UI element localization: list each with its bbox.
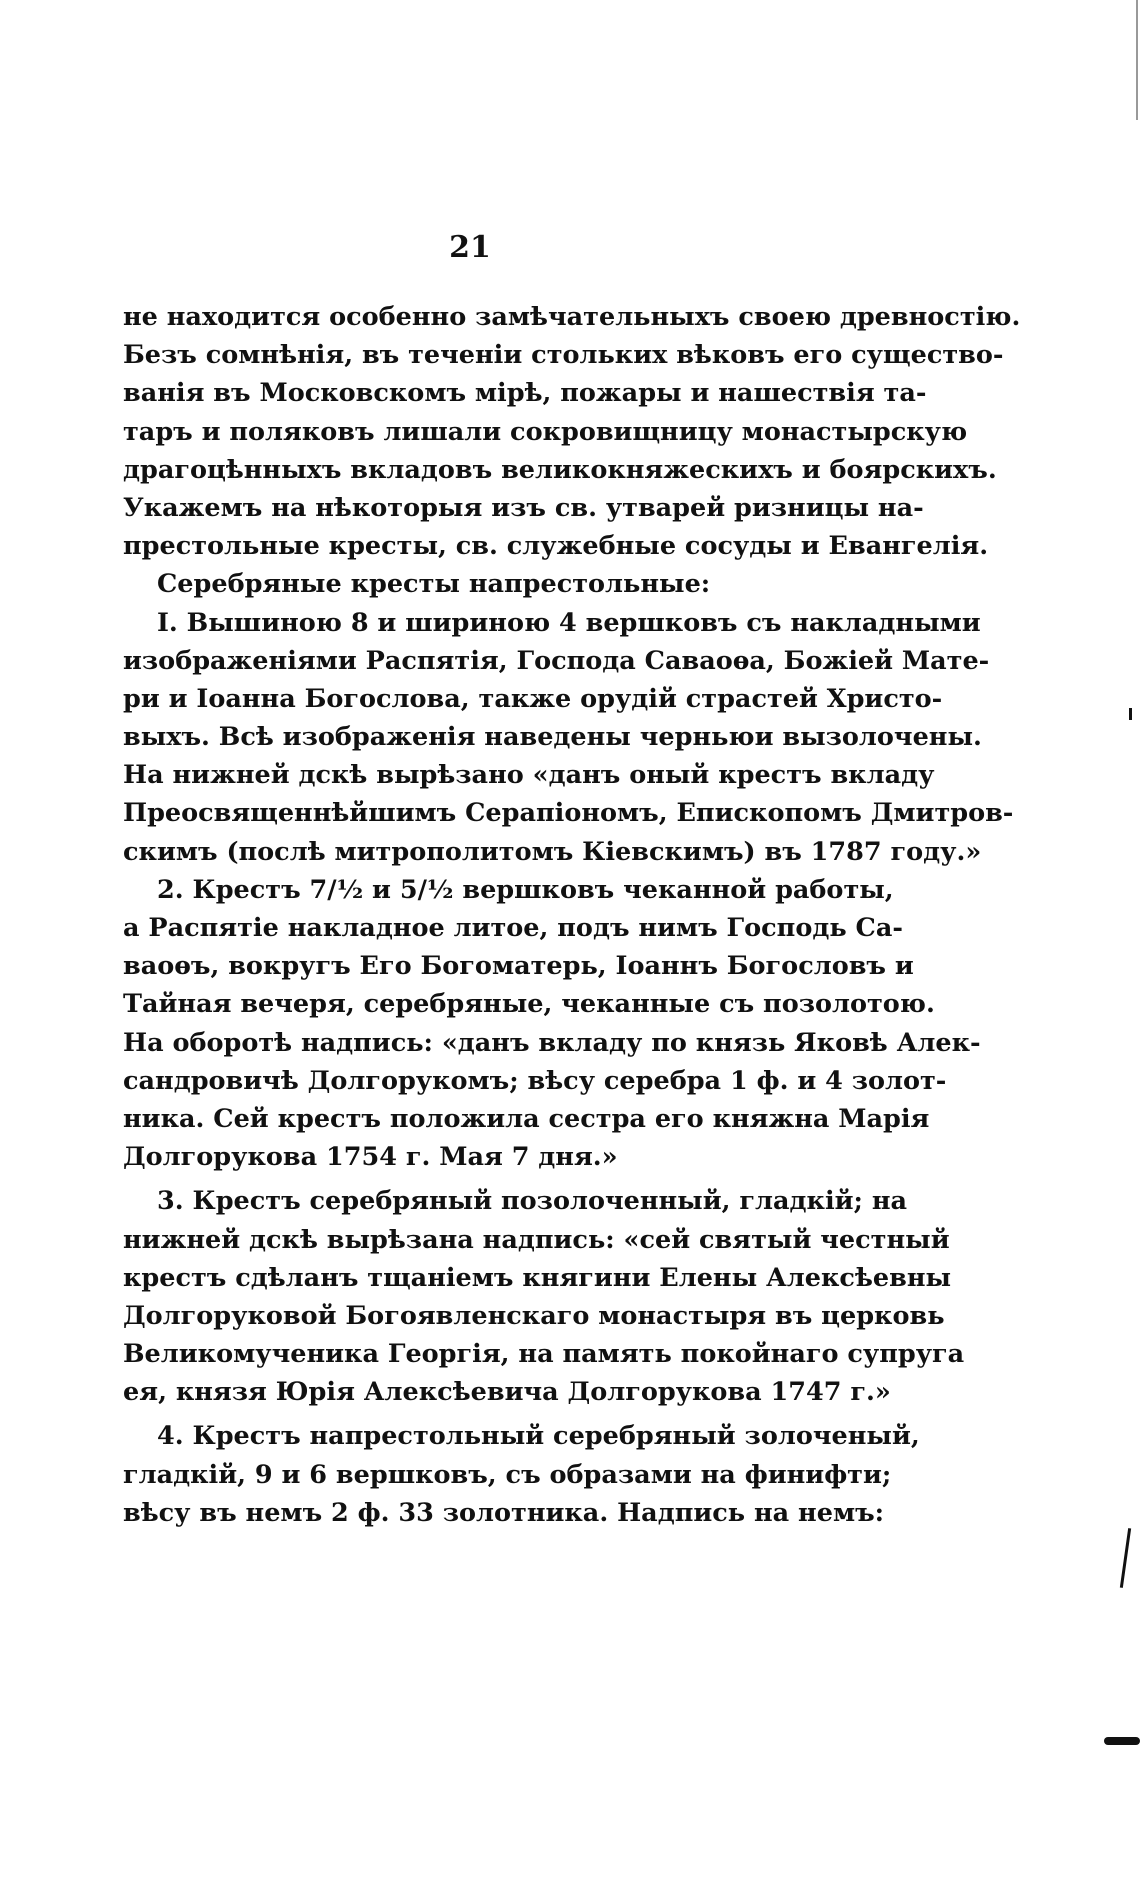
text-line: престольные кресты, св. служебные сосуды и Евангелія. [123,531,989,562]
text-line: Преосвященнѣйшимъ Серапіономъ, Епископомъ Дмитров- [123,798,1014,829]
text-line: крестъ сдѣланъ тщаніемъ княгини Елены Алексѣевны [123,1262,952,1293]
text-line: Долгоруковой Богоявленскаго монастыря въ церковь [123,1300,945,1331]
text-line: 4. Крестъ напрестольный серебряный золоченый, [157,1421,920,1452]
text-line: вѣсу въ немъ 2 ф. 33 золотника. Надпись на немъ: [123,1497,885,1528]
text-line: На нижней дскѣ вырѣзано «данъ оный крестъ вкладу [123,760,935,791]
scan-artifact [1136,0,1138,120]
text-line: ванія въ Московскомъ мірѣ, пожары и нашествія та- [123,378,927,409]
text-line: скимъ (послѣ митрополитомъ Кіевскимъ) въ 1787 году.» [123,836,982,867]
text-line: 3. Крестъ серебряный позолоченный, гладкій; на [157,1186,908,1217]
scan-artifact [1129,708,1132,720]
text-line: 2. Крестъ 7/½ и 5/½ вершковъ чеканной работы, [157,874,894,905]
text-line: не находится особенно замѣчательныхъ своею древностію. [123,302,1021,332]
text-line: ника. Сей крестъ положила сестра его княжна Марія [123,1103,930,1134]
text-line: ри и Іоанна Богослова, также орудій страстей Христо- [123,683,943,714]
text-line: ваоѳъ, вокругъ Его Богоматерь, Іоаннъ Богословъ и [123,951,914,982]
text-line: Безъ сомнѣнія, въ теченіи стольких вѣковъ его существо- [123,340,1004,371]
text-line: Долгорукова 1754 г. Мая 7 дня.» [123,1142,618,1173]
text-line: Тайная вечеря, серебряные, чеканные съ позолотою. [123,989,935,1020]
text-line: I. Вышиною 8 и шириною 4 вершковъ съ накладными [157,607,981,638]
body-text [123,298,1021,1532]
text-line: ея, князя Юрія Алексѣевича Долгорукова 1747 г.» [123,1377,891,1408]
text-line: На оборотѣ надпись: «данъ вкладу по князь Яковѣ Алек- [123,1027,981,1058]
text-line: гладкій, 9 и 6 вершковъ, съ образами на финифти; [123,1459,892,1490]
text-line: таръ и поляковъ лишали сокровищницу монастырскую [123,416,968,447]
text-line: драгоцѣнныхъ вкладовъ великокняжескихъ и боярскихъ. [123,454,997,485]
text-line: а Распятіе накладное литое, подъ нимъ Господь Са- [123,913,903,943]
text-line: сандровичѣ Долгорукомъ; вѣсу серебра 1 ф. и 4 золот- [123,1065,947,1096]
section-heading: Серебряные кресты напрестольные: [157,569,711,600]
scan-artifact [1104,1737,1140,1745]
text-line: изображеніями Распятія, Господа Саваоѳа, Божіей Мате- [123,645,990,676]
page-number: 21 [449,230,491,265]
text-line: Великомученика Георгія, на память покойнаго супруга [123,1339,965,1370]
scan-artifact [1120,1528,1131,1588]
text-line: Укажемъ на нѣкоторыя изъ св. утварей ризницы на- [123,492,924,523]
text-line: выхъ. Всѣ изображенія наведены черньюи вызолочены. [123,722,982,753]
text-line: нижней дскѣ вырѣзана надпись: «сей святый честный [123,1224,950,1255]
